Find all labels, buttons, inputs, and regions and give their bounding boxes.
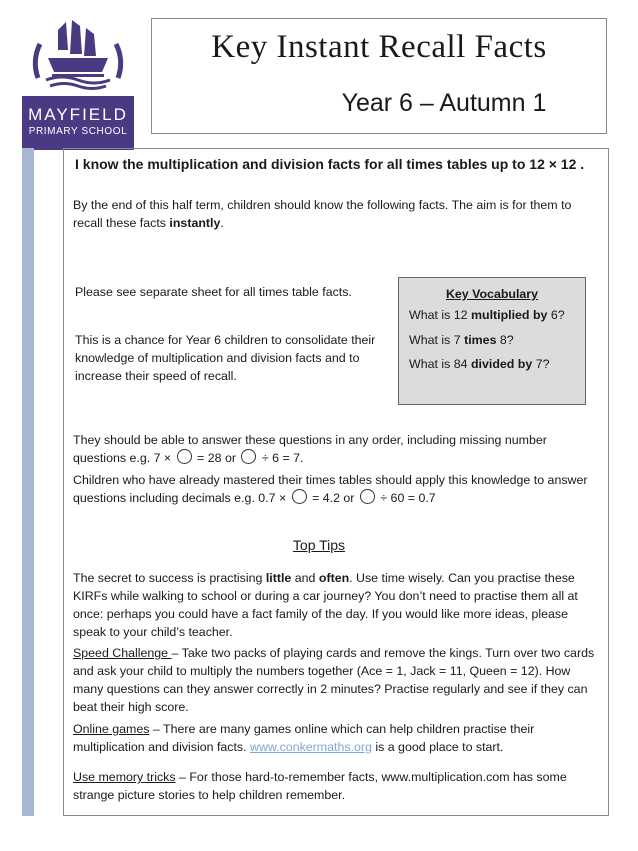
vocab-question-2: [409, 333, 514, 347]
any-order-paragraph: [73, 431, 598, 467]
consolidate-paragraph: This is a chance for Year 6 children to consolidate their knowledge of multiplication and division facts and to increase their speed of recall.: [75, 333, 376, 383]
memory-tricks-paragraph: [73, 768, 598, 804]
intro-text: By the end of this half term, children should know the following facts. The aim is for them to recall these facts: [73, 198, 572, 230]
intro-paragraph: [73, 196, 598, 232]
online-games-paragraph: [73, 720, 598, 756]
speed-challenge-title: Speed Challenge: [73, 646, 172, 660]
separate-sheet-note: Please see separate sheet for all times table facts.: [75, 285, 352, 299]
secret-emphasis-little: little: [265, 571, 292, 585]
missing-number-circle-icon: [177, 449, 192, 464]
school-name: MAYFIELD: [28, 105, 128, 124]
vocab-q3-term: divided by: [470, 357, 533, 371]
title-box: [151, 18, 607, 134]
secret-text-a: The secret to success is practising: [73, 571, 266, 585]
vocab-question-1: [409, 308, 565, 322]
ship-emblem-icon: [28, 16, 128, 98]
vocab-q2-text: What is 7: [409, 333, 465, 347]
vocab-q3-text: What is 84: [409, 357, 471, 371]
secret-emphasis-often: often: [318, 571, 350, 585]
missing-number-circle-icon: [292, 489, 307, 504]
speed-challenge-text: – Take two packs of playing cards and remove the kings. Turn over two cards and ask your child to multiply the numbers together (Ace = 1, Jack = 11, Queen = 12). How many questions can they answer correctly in 2 minutes? Practise regularly and see if they can beat their high score.: [73, 646, 595, 714]
memory-tricks-title: Use memory tricks: [73, 770, 176, 784]
top-tips-heading: Top Tips: [292, 537, 346, 553]
key-vocabulary-box: [398, 277, 586, 405]
vocab-q1-text: What is 12: [409, 308, 471, 322]
mastered-text-a: Children who have already mastered their times tables should apply this knowledge to answer questions including decimals e.g. 0.7 ×: [73, 473, 588, 505]
secret-paragraph: [73, 569, 598, 641]
vocab-q2-term: times: [464, 333, 497, 347]
order-text-c: ÷ 6 = 7.: [258, 451, 304, 465]
school-name-banner: [22, 96, 134, 150]
vocab-q1-term: multiplied by: [470, 308, 548, 322]
sidebar-accent-bar: [22, 148, 34, 816]
memory-tricks-text: – For those hard-to-remember facts, www.multiplication.com has some strange picture stories to help children remember.: [73, 770, 567, 802]
mastered-paragraph: [73, 471, 598, 507]
vocab-q1-end: 6?: [547, 308, 565, 322]
intro-emphasis: instantly: [169, 216, 221, 230]
school-type: PRIMARY SCHOOL: [28, 126, 128, 137]
online-games-title: Online games: [73, 722, 150, 736]
page-subtitle: Year 6 – Autumn 1: [341, 89, 547, 117]
conkermaths-link[interactable]: www.conkermaths.org: [250, 740, 372, 754]
intro-end: .: [220, 216, 224, 230]
missing-number-circle-icon: [360, 489, 375, 504]
order-text-a: They should be able to answer these questions in any order, including missing number questions e.g. 7 ×: [73, 433, 547, 465]
mastered-text-c: ÷ 60 = 0.7: [376, 491, 436, 505]
mastered-text-b: = 4.2 or: [308, 491, 358, 505]
school-logo: [22, 16, 134, 136]
vocab-q2-end: 8?: [496, 333, 514, 347]
vocab-question-3: [409, 357, 550, 371]
vocab-q3-end: 7?: [532, 357, 550, 371]
vocabulary-title: Key Vocabulary: [445, 287, 539, 301]
speed-challenge-paragraph: [73, 644, 598, 716]
online-games-end: is a good place to start.: [371, 740, 504, 754]
headline: I know the multiplication and division facts for all times tables up to 12 × 12 .: [75, 156, 585, 172]
secret-text-c: and: [291, 571, 319, 585]
page-title: Key Instant Recall Facts: [211, 29, 547, 65]
secret-text-e: . Use time wisely. Can you practise these KIRFs while walking to school or during a car journey? You don’t need to practise them all at once: perhaps you could have a fact family of the day. If you would like more ideas, please speak to your child’s teacher.: [73, 571, 578, 639]
online-games-text: – There are many games online which can help children practise their multiplication and division facts.: [73, 722, 535, 754]
order-text-b: = 28 or: [193, 451, 240, 465]
missing-number-circle-icon: [241, 449, 256, 464]
